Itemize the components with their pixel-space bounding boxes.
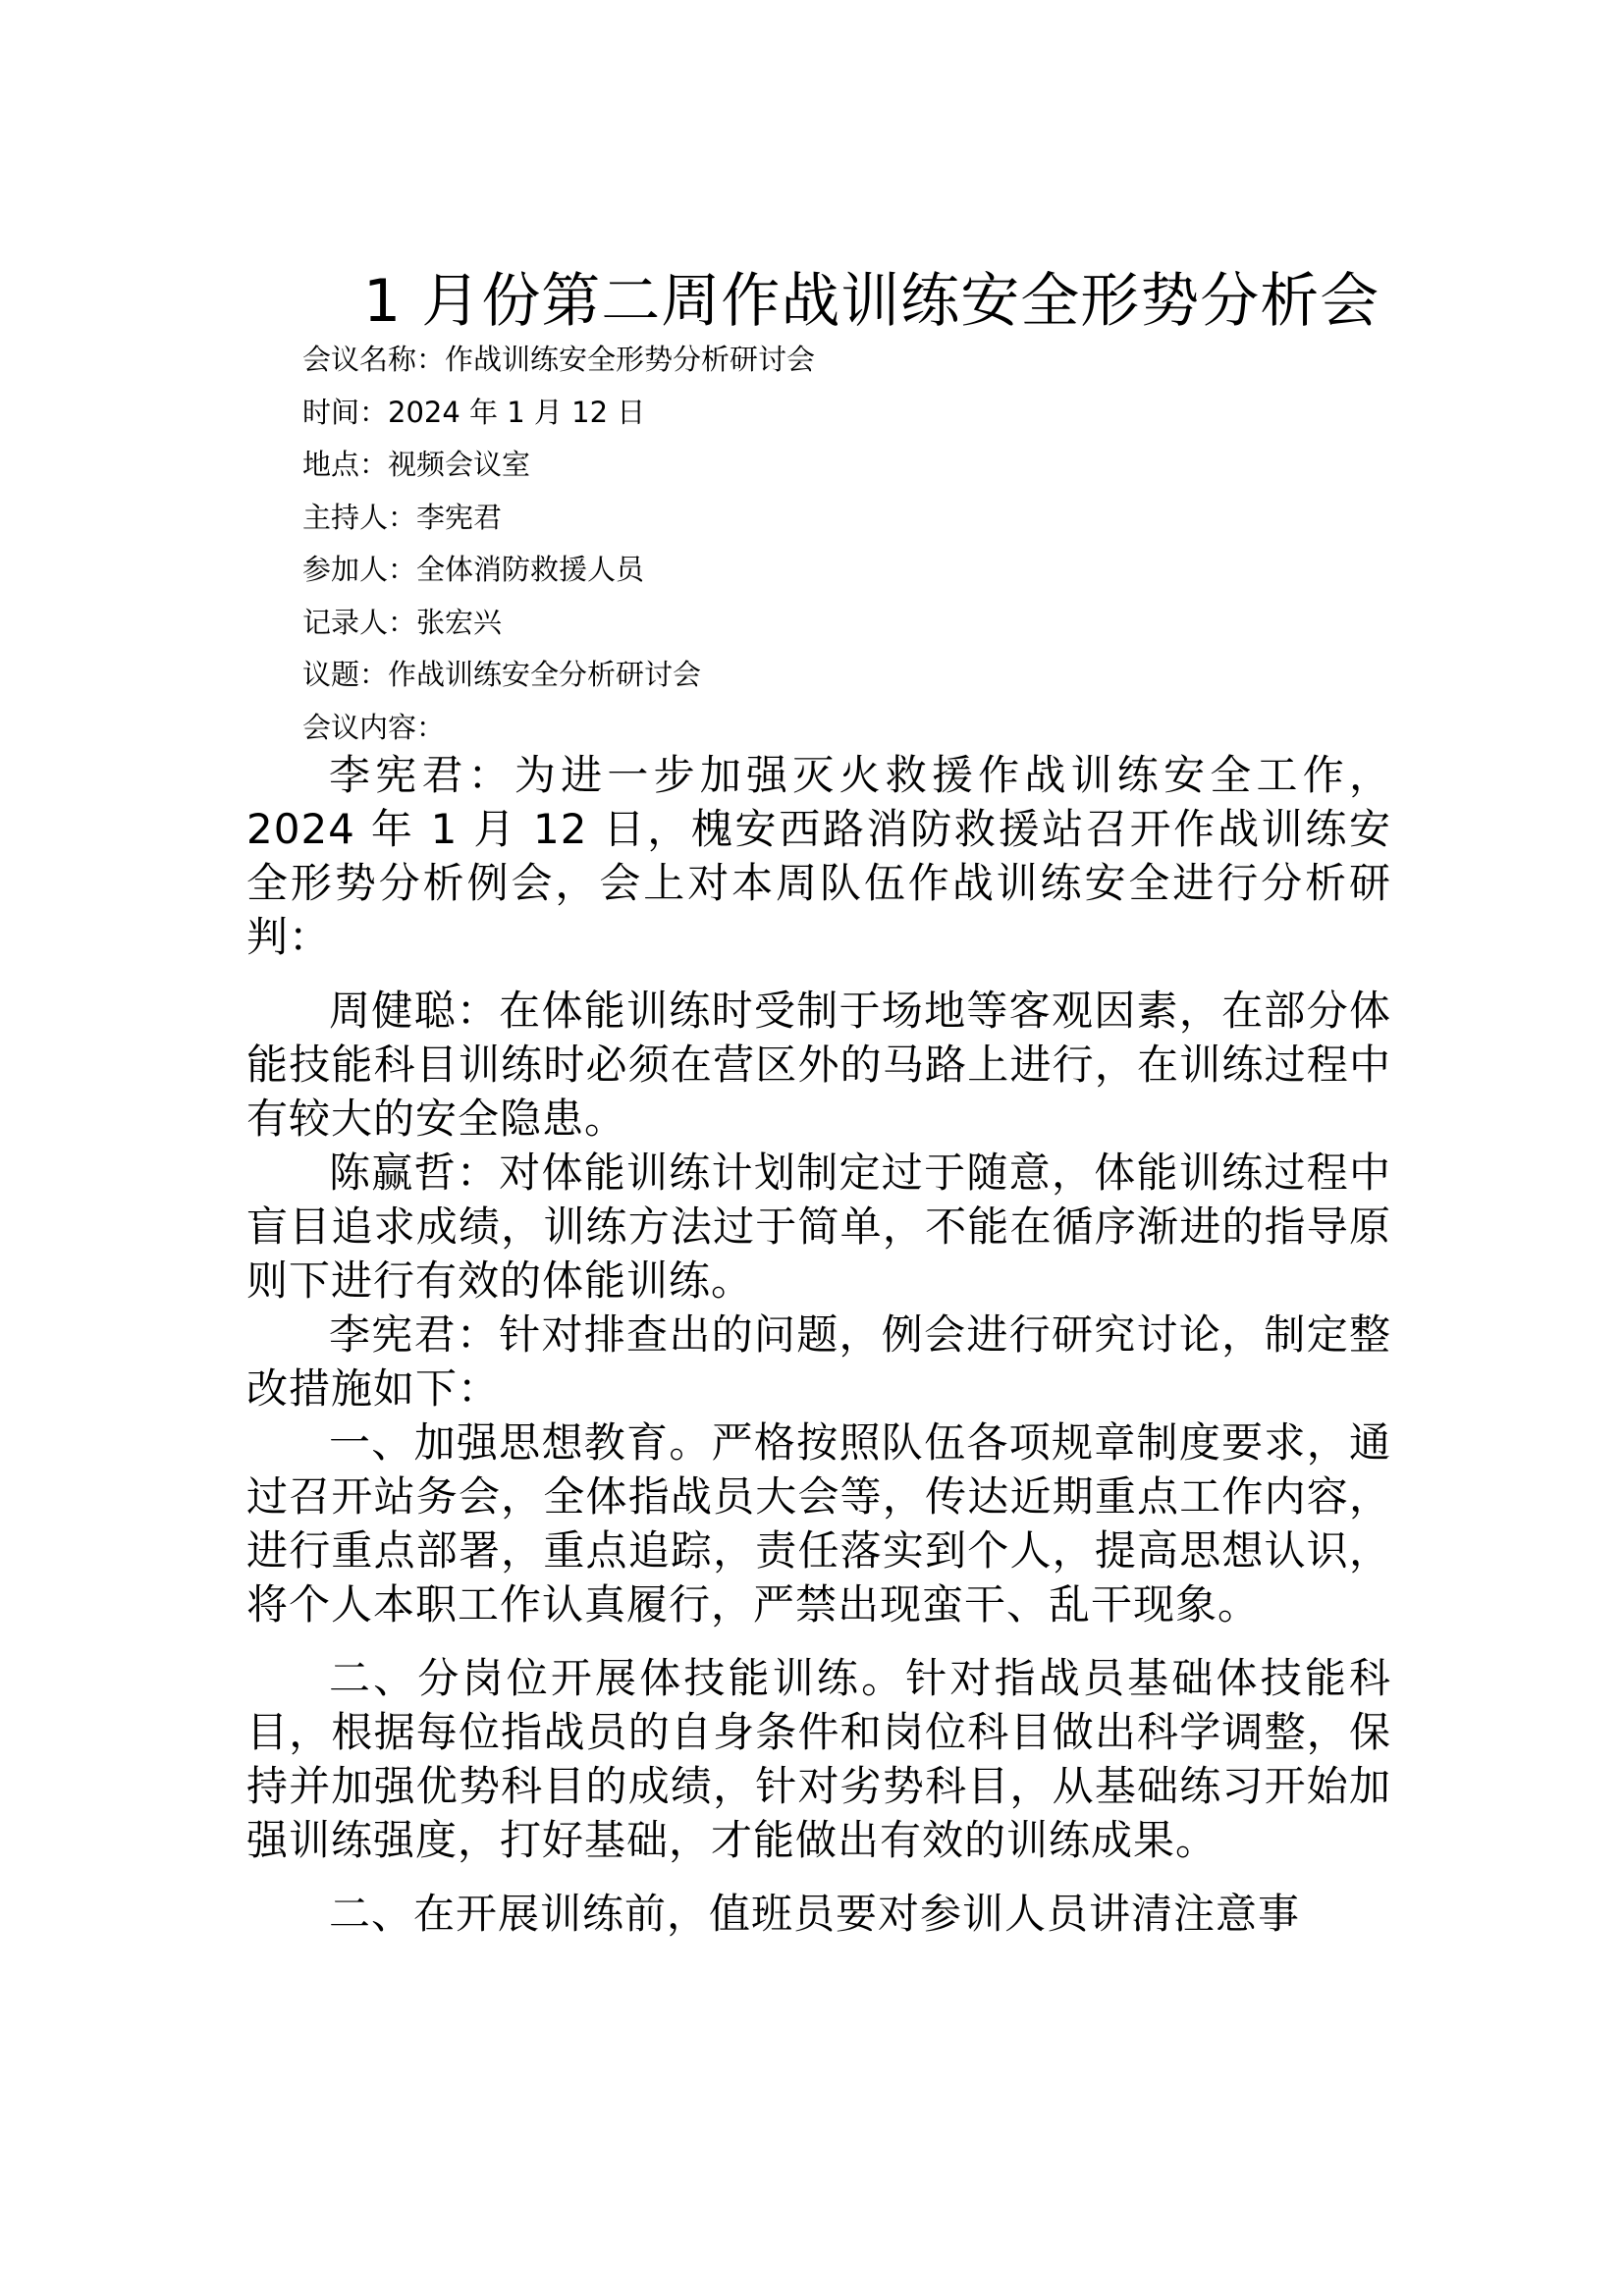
paragraph-measure-2: 二、分岗位开展体技能训练。针对指战员基础体技能科目，根据每位指战员的自身条件和岗位科目做出科学调整，保持并加强优势科目的成绩，针对劣势科目，从基础练习开始加强训练强度，打好基础，才能做出有效的训练成果。 bbox=[246, 1654, 1391, 1864]
meeting-recorder: 记录人：张宏兴 bbox=[302, 605, 503, 639]
paragraph-speaker-chen: 陈赢哲：对体能训练计划制定过于随意，体能训练过程中盲目追求成绩，训练方法过于简单，不能在循序渐进的指导原则下进行有效的体能训练。 bbox=[246, 1148, 1391, 1305]
paragraph-opening: 李宪君：为进一步加强灭火救援作战训练安全工作，2024 年 1 月 12 日，槐安西路消防救援站召开作战训练安全形势分析例会，会上对本周队伍作战训练安全进行分析研判： bbox=[246, 751, 1391, 961]
meeting-attendees: 参加人：全体消防救援人员 bbox=[302, 553, 645, 586]
meeting-content bbox=[246, 748, 1391, 1941]
meeting-content-label: 会议内容： bbox=[302, 710, 446, 744]
meeting-time: 时间：2024 年 1 月 12 日 bbox=[302, 395, 646, 429]
paragraph-measure-3: 二、在开展训练前，值班员要对参训人员讲清注意事 bbox=[329, 1890, 1301, 1938]
meeting-info bbox=[302, 334, 1382, 754]
meeting-topic: 议题：作战训练安全分析研讨会 bbox=[302, 658, 702, 691]
meeting-location: 地点：视频会议室 bbox=[302, 448, 531, 481]
paragraph-measures-intro: 李宪君：针对排查出的问题，例会进行研究讨论，制定整改措施如下： bbox=[246, 1310, 1391, 1413]
document-title: 1 月份第二周作战训练安全形势分析会 bbox=[363, 267, 1380, 336]
meeting-name: 会议名称：作战训练安全形势分析研讨会 bbox=[302, 343, 816, 376]
paragraph-measure-1: 一、加强思想教育。严格按照队伍各项规章制度要求，通过召开站务会，全体指战员大会等，传达近期重点工作内容，进行重点部署，重点追踪，责任落实到个人，提高思想认识，将个人本职工作认真履行，严禁出现蛮干、乱干现象。 bbox=[246, 1418, 1391, 1629]
paragraph-speaker-zhou: 周健聪：在体能训练时受制于场地等客观因素，在部分体能技能科目训练时必须在营区外的马路上进行，在训练过程中有较大的安全隐患。 bbox=[246, 987, 1391, 1143]
meeting-host: 主持人：李宪君 bbox=[302, 500, 503, 534]
